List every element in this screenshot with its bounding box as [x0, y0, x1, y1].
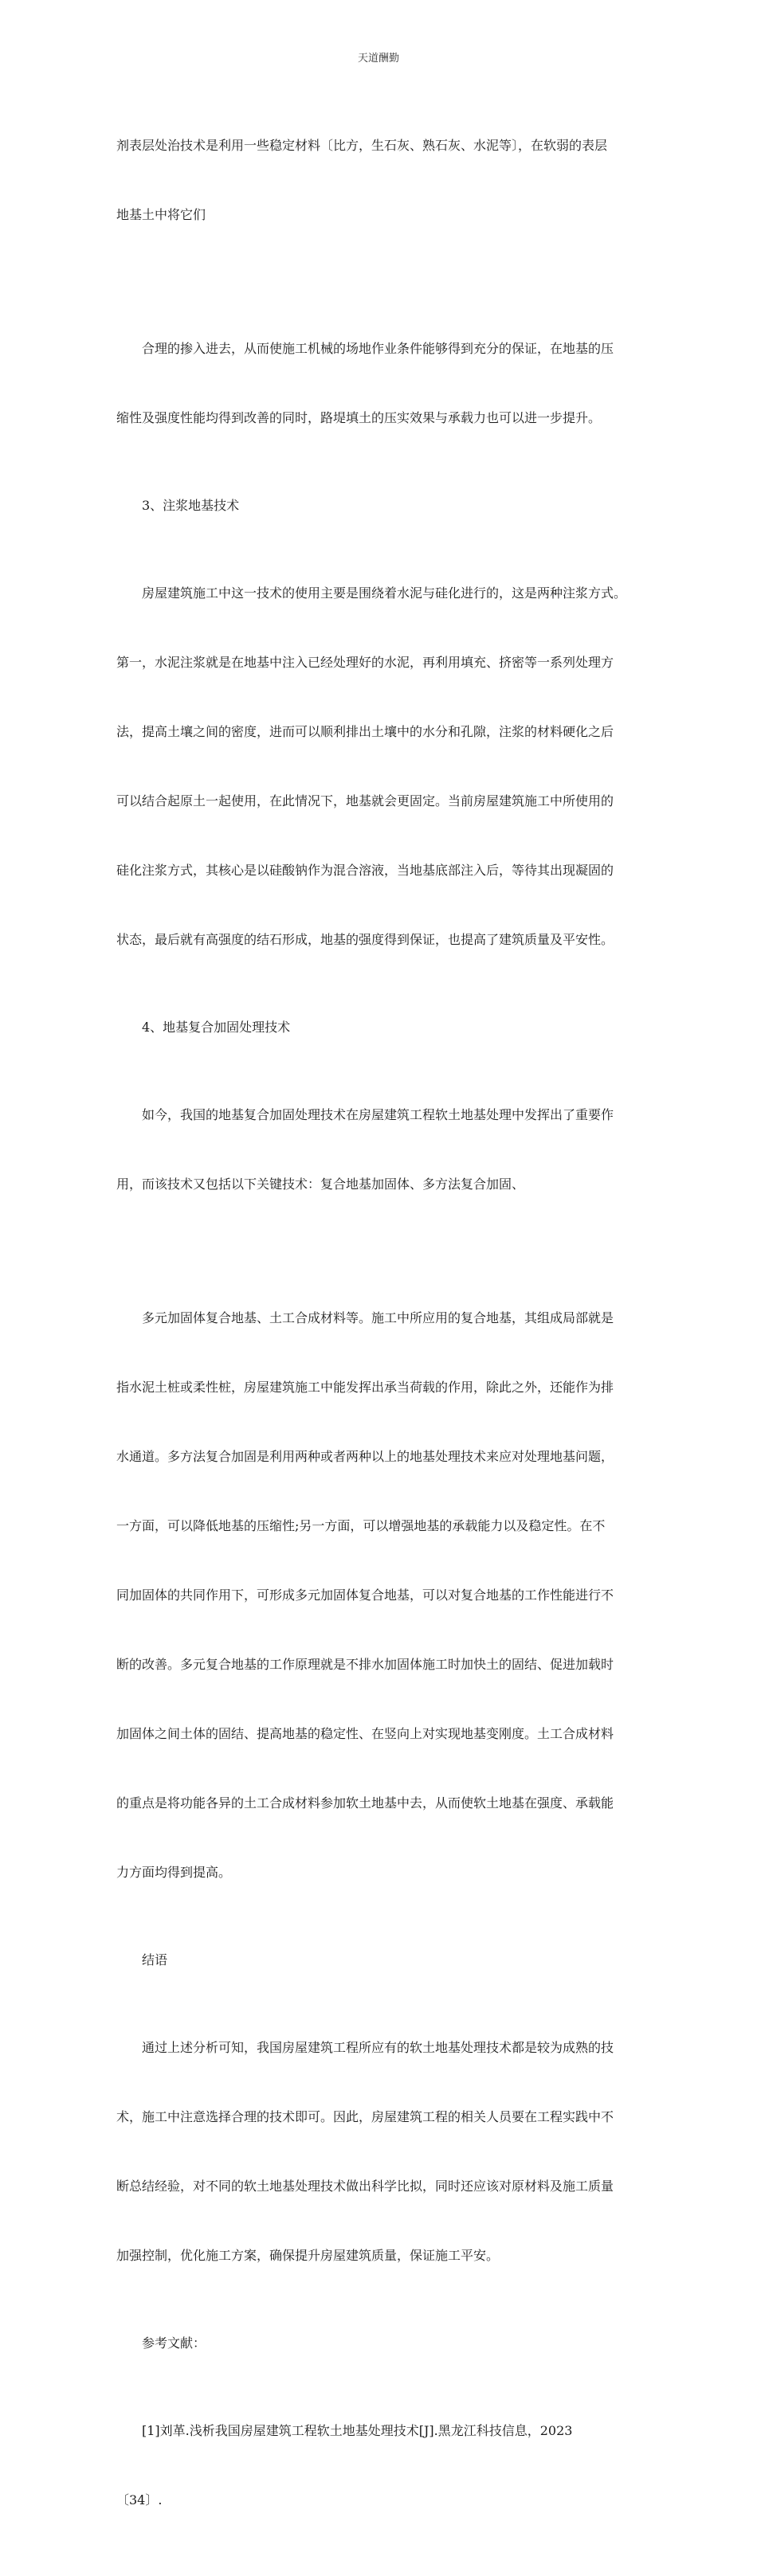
text-line: 〔34〕. — [116, 2492, 163, 2507]
text-line: 剂表层处治技术是利用一些稳定材料〔比方，生石灰、熟石灰、水泥等〕，在软弱的表层 — [116, 138, 608, 153]
text-line: 用，而该技术又包括以下关键技术：复合地基加固体、多方法复合加固、 — [116, 1176, 525, 1192]
reference-1 — [116, 2373, 642, 2558]
section-heading-3: 3、注浆地基技术 — [142, 498, 240, 513]
text-line: 法，提高土壤之间的密度，进而可以顺利排出土壤中的水分和孔隙，注浆的材料硬化之后 — [116, 724, 614, 739]
text-line: 水通道。多方法复合加固是利用两种或者两种以上的地基处理技术来应对处理地基问题， — [116, 1449, 614, 1464]
text-line: 第一，水泥注浆就是在地基中注入已经处理好的水泥，再利用填充、挤密等一系列处理方 — [116, 655, 614, 670]
section-heading-references: 参考文献： — [142, 2335, 206, 2351]
text-line: 力方面均得到提高。 — [116, 1865, 232, 1880]
text-line: 合理的掺入进去，从而使施工机械的场地作业条件能够得到充分的保证，在地基的压 — [142, 341, 614, 356]
text-line: 地基土中将它们 — [116, 207, 206, 222]
section-heading-conclusion: 结语 — [142, 1952, 168, 1967]
text-line: 通过上述分析可知，我国房屋建筑工程所应有的软土地基处理技术都是较为成熟的技 — [142, 2040, 614, 2055]
text-line: 同加固体的共同作用下，可形成多元加固体复合地基，可以对复合地基的工作性能进行不 — [116, 1587, 614, 1603]
text-line: 加强控制，优化施工方案，确保提升房屋建筑质量，保证施工平安。 — [116, 2248, 500, 2263]
text-line: 状态，最后就有高强度的结石形成，地基的强度得到保证，也提高了建筑质量及平安性。 — [116, 932, 614, 947]
paragraph-5 — [116, 1260, 642, 1930]
paragraph-6 — [116, 1990, 642, 2313]
text-line: 术，施工中注意选择合理的技术即可。因此，房屋建筑工程的相关人员要在工程实践中不 — [116, 2109, 614, 2124]
text-line: 多元加固体复合地基、土工合成材料等。施工中所应用的复合地基，其组成局部就是 — [142, 1310, 614, 1325]
section-heading-4: 4、地基复合加固处理技术 — [142, 1020, 291, 1035]
paragraph-1 — [116, 88, 642, 272]
text-line: 缩性及强度性能均得到改善的同时，路堤填土的压实效果与承载力也可以进一步提升。 — [116, 410, 602, 425]
paragraph-2 — [116, 291, 642, 476]
text-line: 断的改善。多元复合地基的工作原理就是不排水加固体施工时加快土的固结、促进加载时 — [116, 1657, 614, 1672]
document-body — [116, 88, 642, 2576]
text-line: 房屋建筑施工中这一技术的使用主要是围绕着水泥与硅化进行的，这是两种注浆方式。 — [142, 585, 627, 601]
text-line: 硅化注浆方式，其核心是以硅酸钠作为混合溶液，当地基底部注入后，等待其出现凝固的 — [116, 863, 614, 878]
text-line: 一方面，可以降低地基的压缩性;另一方面，可以增强地基的承载能力以及稳定性。在不 — [116, 1518, 606, 1533]
page-header: 天道酬勤 — [357, 53, 399, 65]
text-line: [1]刘革.浅析我国房屋建筑工程软土地基处理技术[J].黑龙江科技信息，2023 — [142, 2423, 573, 2438]
text-line: 可以结合起原土一起使用，在此情况下，地基就会更固定。当前房屋建筑施工中所使用的 — [116, 793, 614, 808]
paragraph-4 — [116, 1057, 642, 1242]
paragraph-3 — [116, 535, 642, 997]
text-line: 指水泥土桩或柔性桩，房屋建筑施工中能发挥出承当荷载的作用，除此之外，还能作为排 — [116, 1380, 614, 1395]
text-line: 的重点是将功能各异的土工合成材料参加软土地基中去，从而使软土地基在强度、承载能 — [116, 1795, 614, 1811]
text-line: 如今，我国的地基复合加固处理技术在房屋建筑工程软土地基处理中发挥出了重要作 — [142, 1107, 614, 1122]
text-line: 加固体之间土体的固结、提高地基的稳定性、在竖向上对实现地基变刚度。土工合成材料 — [116, 1726, 614, 1741]
text-line: 断总结经验，对不同的软土地基处理技术做出科学比拟，同时还应该对原材料及施工质量 — [116, 2179, 614, 2194]
